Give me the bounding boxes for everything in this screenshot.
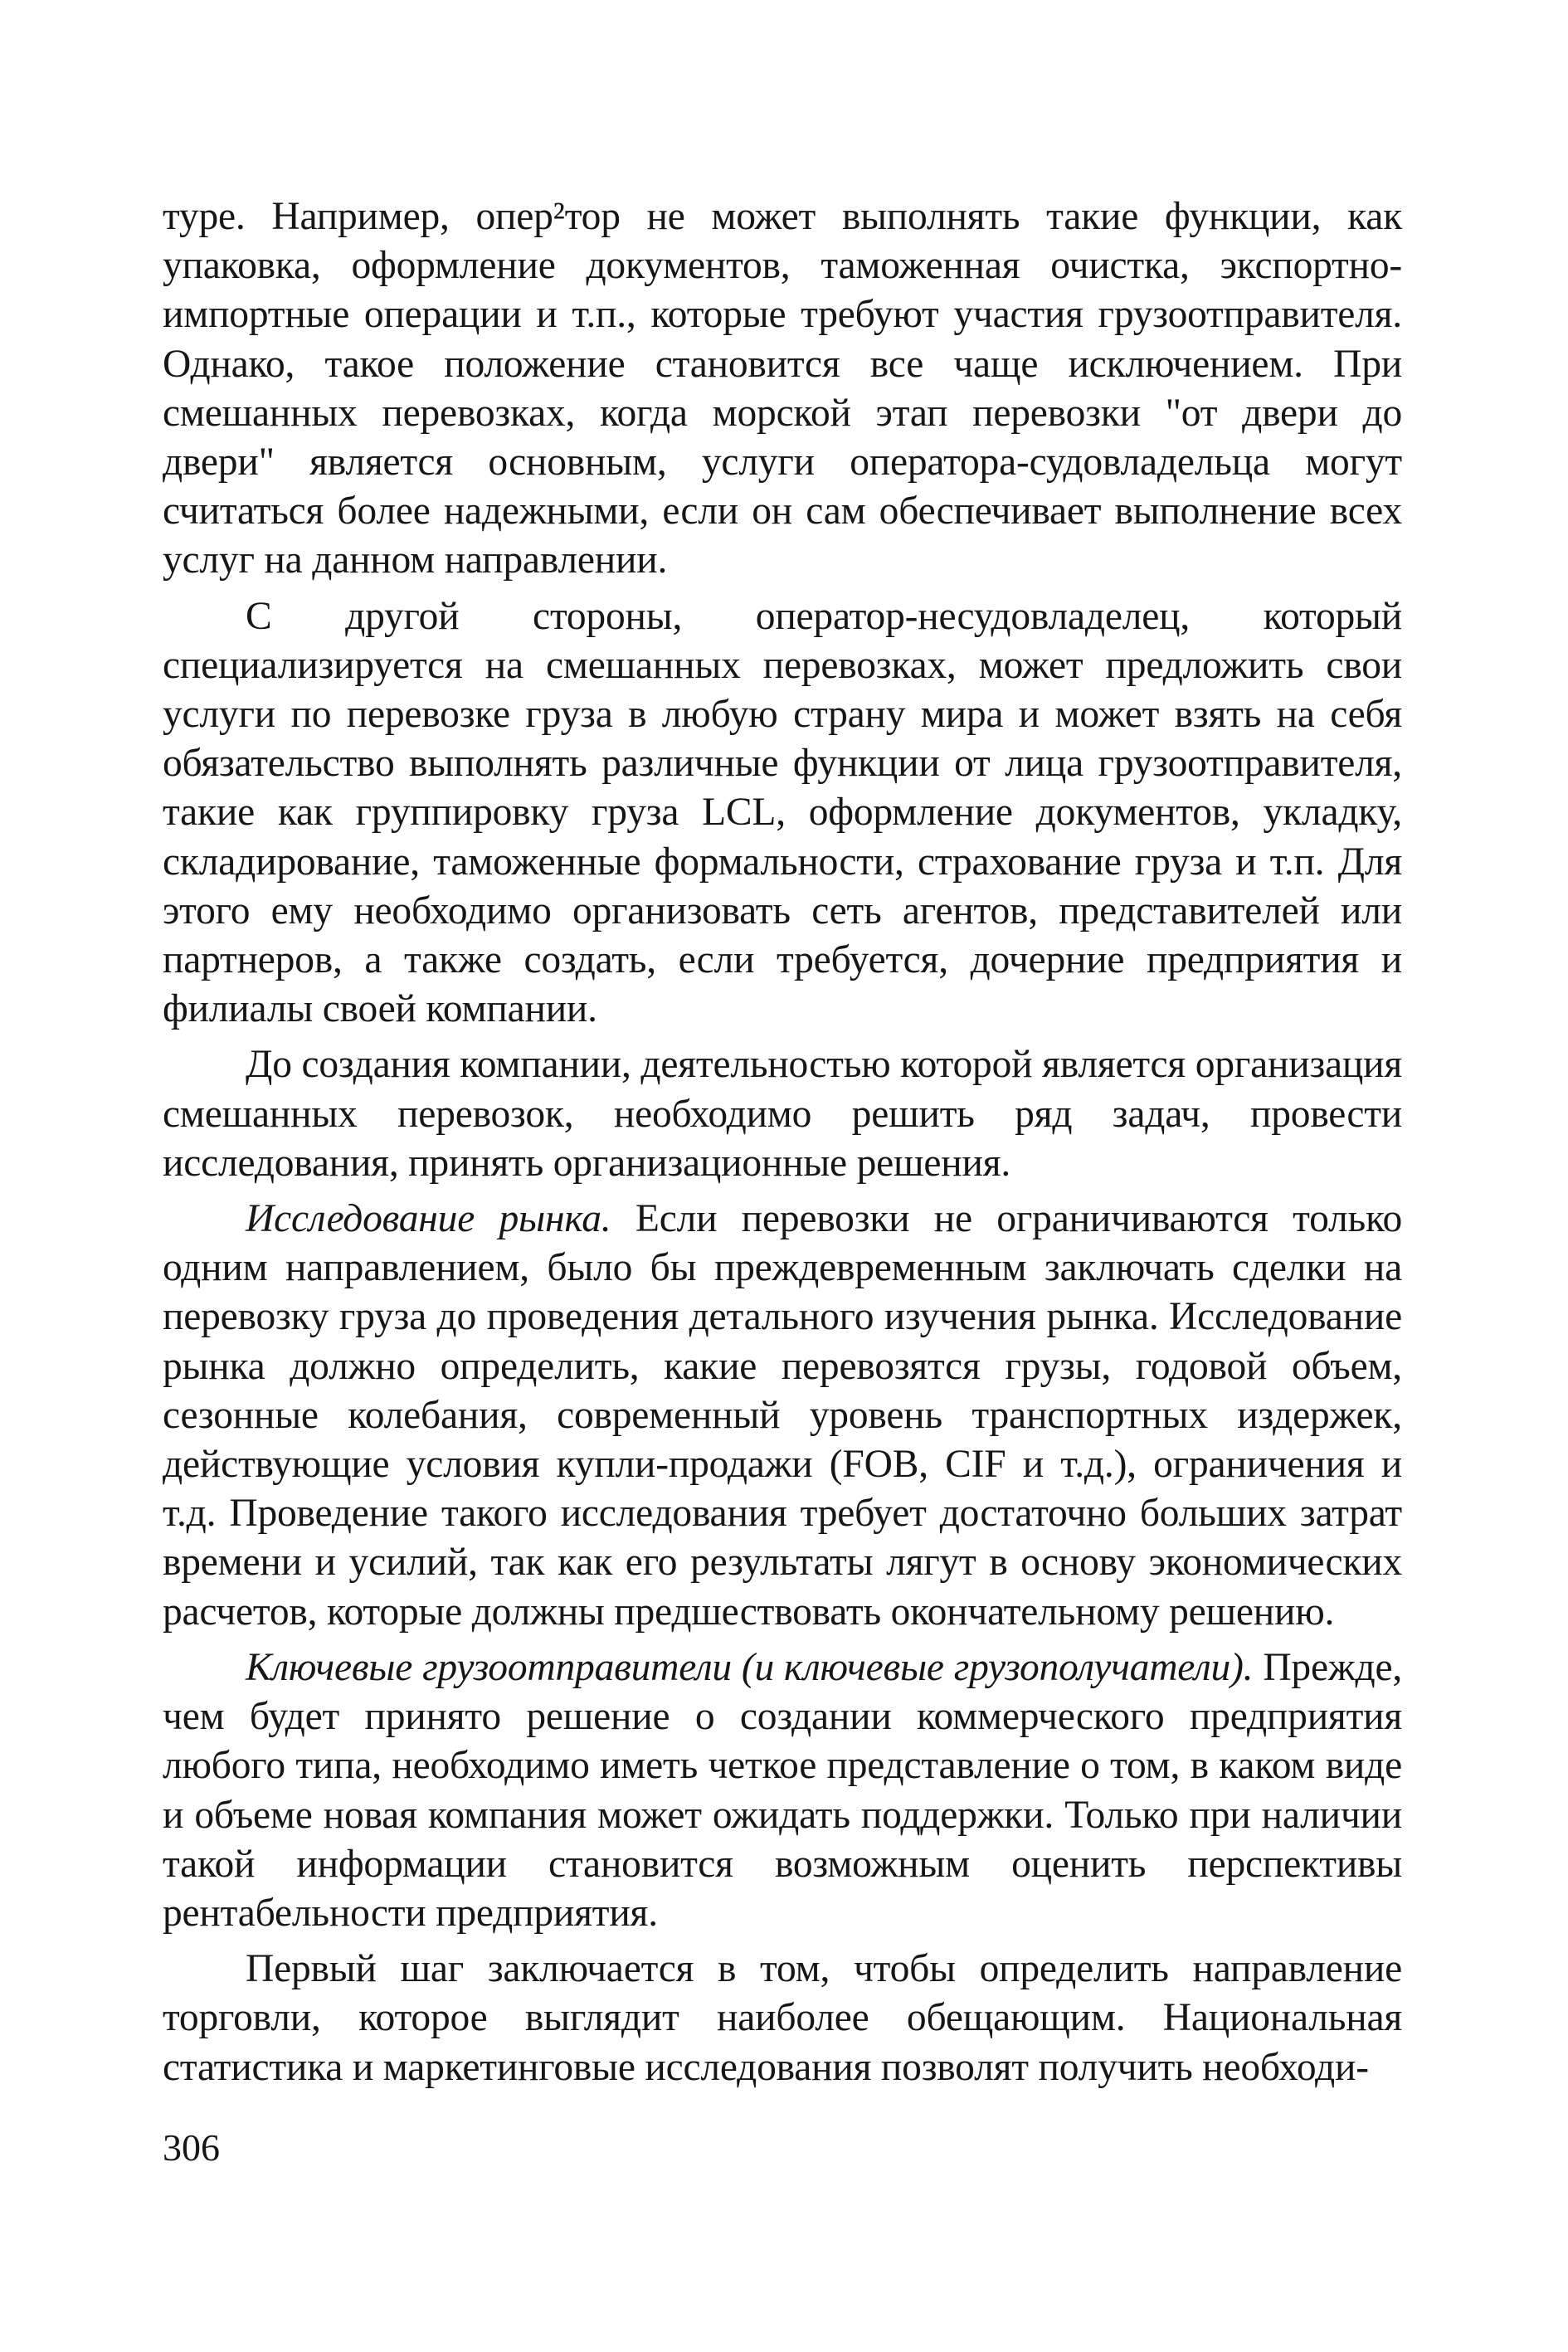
paragraph-1: [163, 192, 1402, 586]
paragraph-4-heading: Исследование рынка.: [246, 1197, 611, 1241]
paragraph-5-text: Прежде, чем будет принято решение о создании коммерческого предприятия любого типа, необходимо иметь четкое представление о том, в каком виде и объеме новая компания может ожидать поддержки. Только при наличии такой информации становится возможным оценить перспективы рентабельности предприятия.: [163, 1645, 1402, 1935]
paragraph-3-text: До создания компании, деятельностью которой является организация смешанных перевозок, необходимо решить ряд задач, провести исследования, принять организационные решения.: [163, 1043, 1402, 1185]
paragraph-4: [163, 1195, 1402, 1637]
paragraph-4-text: Если перевозки не ограничиваются только одним направлением, было бы преждевременным заключать сделки на перевозку груза до проведения детального изучения рынка. Исследование рынка должно определить, какие перевозятся грузы, годовой объем, сезонные колебания, современный уровень транспортных издержек, действующие условия купли-продажи (FOB, CIF и т.д.), ограничения и т.д. Проведение такого исследования требует достаточно больших затрат времени и усилий, так как его результаты лягут в основу экономических расчетов, которые должны предшествовать окончательному решению.: [163, 1197, 1402, 1634]
paragraph-2-text: С другой стороны, оператор-несудовладелец, который специализируется на смешанных перевозках, может предложить свои услуги по перевозке груза в любую страну мира и может взять на себя обязательство выполнять различные функции от лица грузоотправителя, такие как группировку груза LCL, оформление документов, укладку, складирование, таможенные формальности, страхование груза и т.п. Для этого ему необходимо организовать сеть агентов, представителей или партнеров, а также создать, если требуется, дочерние предприятия и филиалы своей компании.: [163, 594, 1402, 1031]
paragraph-3: [163, 1040, 1402, 1188]
paragraph-6: [163, 1945, 1402, 2092]
paragraph-1-text: туре. Например, опер²тор не может выполнять такие функции, как упаковка, оформление документов, таможенная очистка, экспортно-импортные операции и т.п., которые требуют участия грузоотправителя. Однако, такое положение становится все чаще исключением. При смешанных перевозках, когда морской этап перевозки "от двери до двери" является основным, услуги оператора-судовладельца могут считаться более надежными, если он сам обеспечивает выполнение всех услуг на данном направлении.: [163, 195, 1402, 582]
paragraph-5-heading: Ключевые грузоотправители (и ключевые грузополучатели).: [246, 1645, 1254, 1689]
paragraph-2: [163, 592, 1402, 1035]
paragraph-5: [163, 1643, 1402, 1938]
page-body: [163, 192, 1402, 2099]
paragraph-6-text: Первый шаг заключается в том, чтобы определить направление торговли, которое выглядит наиболее обещающим. Национальная статистика и маркетинговые исследования позволят получить необходи-: [163, 1947, 1402, 2089]
page-number: 306: [163, 2126, 220, 2169]
